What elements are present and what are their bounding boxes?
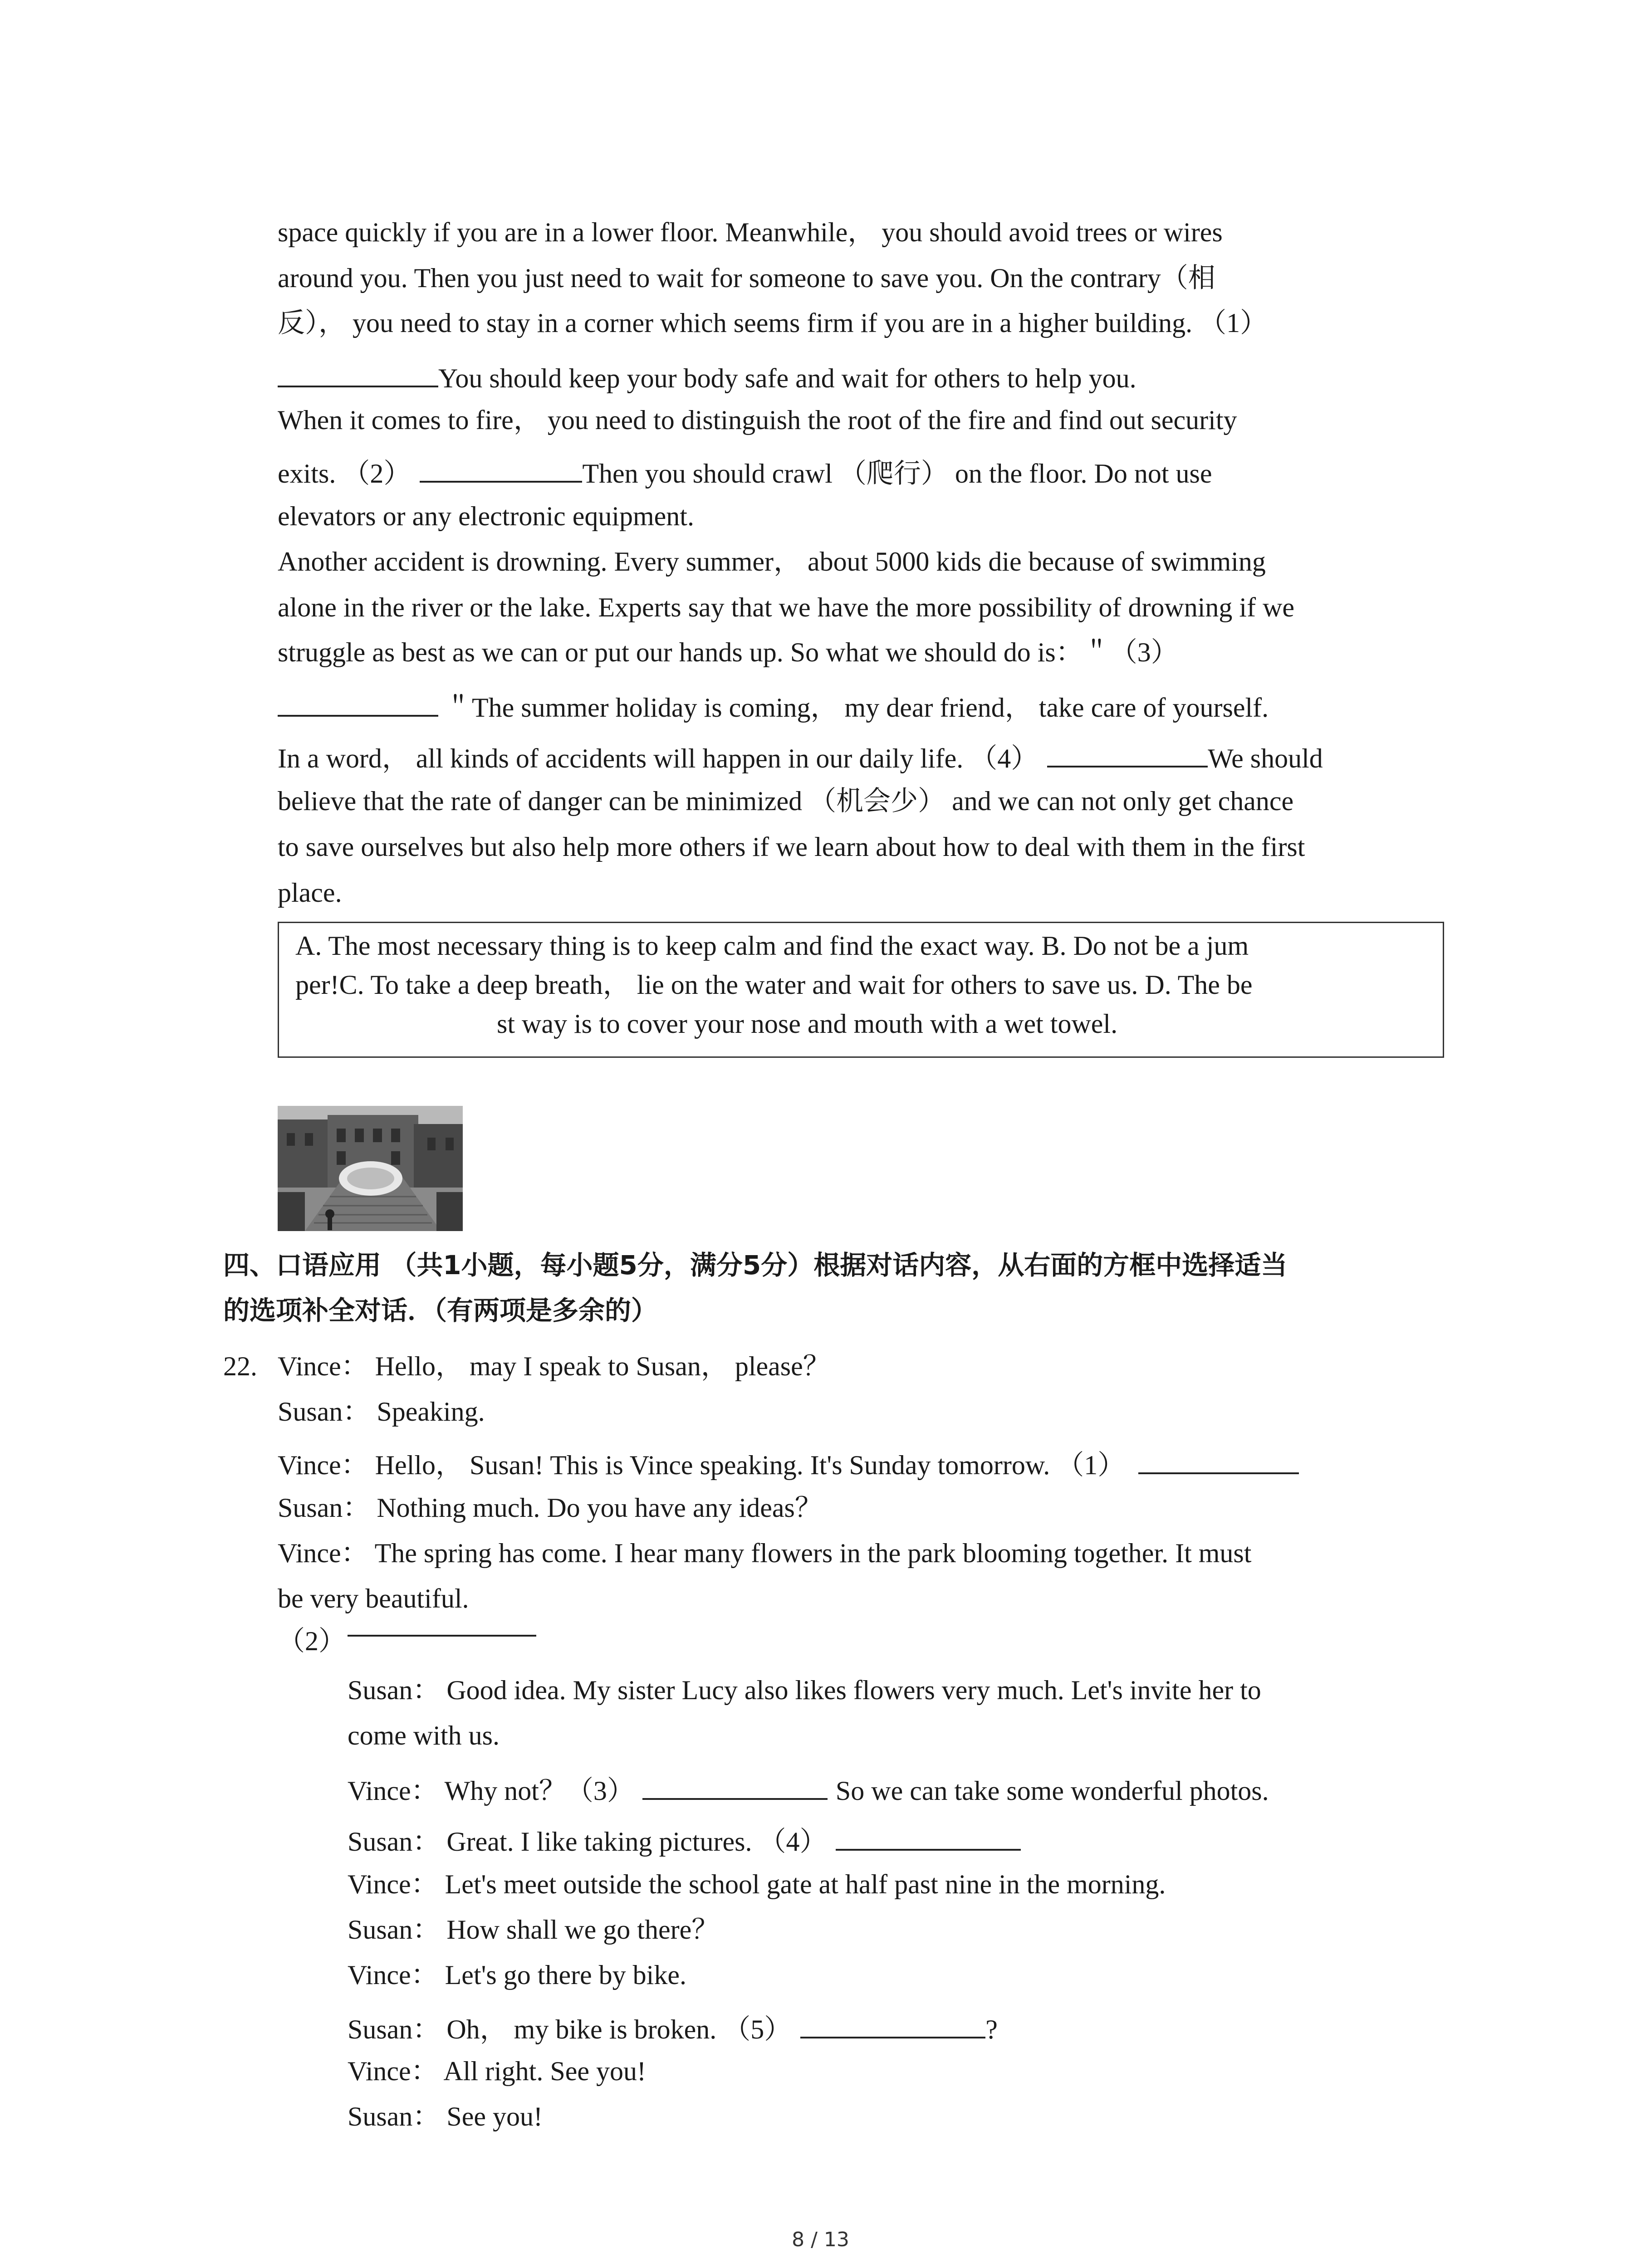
dialogue-line: Susan： Speaking. [278,1397,485,1427]
passage-text: Then you should crawl （爬行） on the floor. Do not use [582,459,1212,489]
dialogue-line-blank-1 [278,1445,1299,1481]
dialogue-blank-1[interactable] [1138,1445,1299,1474]
dialogue-line-blank-5 [348,2009,998,2046]
passage-line-blank-1 [278,358,1136,395]
building-photo [278,1106,463,1231]
passage-text: In a word， all kinds of accidents will happen in our daily life. （4） [278,743,1038,773]
answer-blank-4[interactable] [1047,738,1208,767]
passage-line: alone in the river or the lake. Experts say that we have the more possibility of drowning if we [278,592,1295,622]
dialogue-blank-4[interactable] [836,1822,1021,1851]
section-heading: 四、口语应用 （共1小题，每小题5分，满分5分）根据对话内容，从右面的方框中选择适当 [223,1250,1288,1281]
section-heading: 的选项补全对话．（有两项是多余的） [223,1295,658,1326]
passage-line: around you. Then you just need to wait for someone to save you. On the contrary（相 [278,263,1215,293]
passage-line: believe that the rate of danger can be minimized （机会少） and we can not only get chance [278,786,1294,816]
options-box [278,922,1444,1058]
dialogue-text: Vince： Hello， Susan! This is Vince speaking. It's Sunday tomorrow. （1） [278,1450,1125,1480]
passage-line: elevators or any electronic equipment. [278,501,694,531]
dialogue-line: Susan： Good idea. My sister Lucy also likes flowers very much. Let's invite her to [348,1675,1261,1705]
dialogue-line: Susan： See you! [348,2102,543,2131]
answer-blank-2[interactable] [420,454,582,483]
dialogue-blank-3[interactable] [642,1771,828,1800]
passage-line: When it comes to fire， you need to distinguish the root of the fire and find out security [278,405,1237,435]
dialogue-line-blank-2 [278,1625,346,1657]
option-line: per!C. To take a deep breath， lie on the water and wait for others to save us. D. The be [295,970,1253,1000]
dialogue-line: Vince： Let's go there by bike. [348,1960,686,1990]
passage-text: ＂The summer holiday is coming， my dear friend， take care of yourself. [445,693,1269,723]
passage-line: Another accident is drowning. Every summer， about 5000 kids die because of swimming [278,547,1266,577]
passage-line: to save ourselves but also help more others if we learn about how to deal with them in the first [278,832,1305,862]
dialogue-line: be very beautiful. [278,1584,469,1613]
dialogue-line: Susan： How shall we go there？ [348,1915,719,1945]
dialogue-blank-2[interactable] [348,1635,536,1637]
dialogue-text: ? [985,2014,998,2044]
passage-line: place. [278,878,342,908]
answer-blank-3[interactable] [278,688,438,717]
dialogue-text: Vince： Why not？（3） [348,1776,634,1806]
dialogue-text: Susan： Great. I like taking pictures. （4） [348,1827,827,1857]
passage-line-blank-2 [278,454,1212,490]
dialogue-line: Vince： Let's meet outside the school gate at half past nine in the morning. [348,1869,1166,1899]
dialogue-line: Vince： Hello， may I speak to Susan， please？ [278,1351,830,1381]
passage-text: We should [1208,743,1323,773]
dialogue-line: Vince： The spring has come. I hear many flowers in the park blooming together. It must [278,1538,1252,1568]
dialogue-blank-5[interactable] [800,2009,985,2038]
dialogue-line-blank-4 [348,1822,1021,1858]
passage-text: exits. （2） [278,459,411,489]
answer-blank-1[interactable] [278,358,438,387]
dialogue-text: So we can take some wonderful photos. [835,1776,1269,1806]
dialogue-line-blank-3 [348,1771,1269,1807]
passage-line: 反）， you need to stay in a corner which seems firm if you are in a higher building. （1） [278,308,1268,338]
passage-line-blank-4 [278,738,1323,775]
passage-text: You should keep your body safe and wait for others to help you. [438,363,1136,393]
dialogue-text: Susan： Oh， my bike is broken. （5） [348,2014,792,2044]
question-number: 22. [223,1351,257,1381]
dialogue-text: （2） [278,1626,346,1656]
option-line: A. The most necessary thing is to keep calm and find the exact way. B. Do not be a jum [295,931,1249,961]
building-photo-image [278,1106,463,1231]
page-number: 8 / 13 [792,2228,849,2251]
passage-line-blank-3 [278,688,1269,724]
dialogue-line: Vince： All right. See you! [348,2056,646,2086]
dialogue-line: come with us. [348,1721,500,1750]
option-line: st way is to cover your nose and mouth with a wet towel. [497,1009,1118,1039]
passage-line: space quickly if you are in a lower floor. Meanwhile， you should avoid trees or wires [278,217,1223,247]
dialogue-line: Susan： Nothing much. Do you have any ideas？ [278,1493,822,1523]
passage-line: struggle as best as we can or put our hands up. So what we should do is：＂（3） [278,637,1178,667]
